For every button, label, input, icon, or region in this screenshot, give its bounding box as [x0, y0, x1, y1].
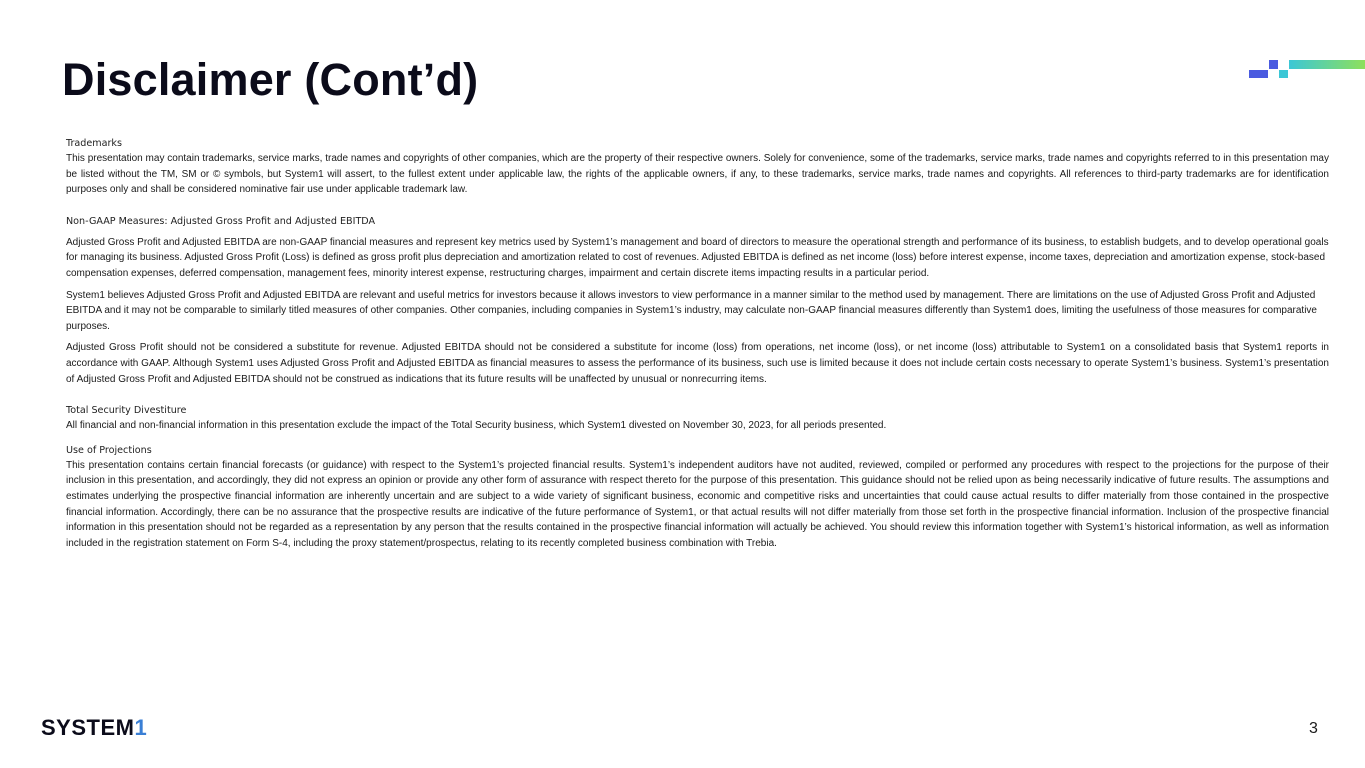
deco-square-blue-left — [1249, 70, 1268, 78]
divestiture-heading: Total Security Divestiture — [66, 405, 187, 417]
non-gaap-paragraph-1: Adjusted Gross Profit and Adjusted EBITDA are non-GAAP financial measures and represent key metrics used by System1’s management and board of directors to measure the operational strength and performance of its business, to establish budgets, and to develop operational goals for managing its business. Adjusted Gross Profit (Loss) is defined as gross profit plus depreciation and amortization related to cost of revenues. Adjusted EBITDA is defined as net income (loss) before interest expense, income taxes, depreciation and amortization expense, stock-based compensation expenses, deferred compensation, management fees, minority interest expense, restructuring charges, impairment and certain discrete items impacting results in a particular period. — [66, 236, 1329, 279]
deco-square-blue-top — [1269, 60, 1278, 69]
non-gaap-paragraph-3: Adjusted Gross Profit should not be considered a substitute for revenue. Adjusted EBITDA should not be considered a substitute for income (loss) from operations, net income (loss), or net income (loss) attributable to System1 on a consolidated basis that System1 reports in accordance with GAAP. Although System1 uses Adjusted Gross Profit and Adjusted EBITDA as financial measures to assess the performance of its business, such use is limited because it does not include certain costs necessary to operate System1’s business. System1’s presentation of Adjusted Gross Profit and Adjusted EBITDA should not be construed as indications that its future results will be unaffected by unusual or nonrecurring items. — [66, 342, 1329, 385]
trademarks-text: This presentation may contain trademarks, service marks, trade names and copyrights of other companies, which are the property of their respective owners. Solely for convenience, some of the trademarks, service marks, trade names and copyrights referred to in this presentation may be listed without the TM, SM or © symbols, but System1 will assert, to the fullest extent under applicable law, the rights of the applicable owners, if any, to these trademarks, service marks, trade names and copyrights. All references to third-party trademarks are for identification purposes only and shall be considered nominative fair use under applicable trademark law. — [66, 153, 1329, 196]
logo-text: SYSTEM — [41, 715, 135, 740]
trademarks-heading: Trademarks — [66, 138, 122, 149]
non-gaap-paragraph-2: System1 believes Adjusted Gross Profit and Adjusted EBITDA are relevant and useful metrics for investors because it allows investors to view performance in a manner similar to the method used by management. There are limitations on the use of Adjusted Gross Profit and Adjusted EBITDA and it may not be comparable to similarly titled measures of other companies. Other companies, including companies in System1’s industry, may calculate non-GAAP financial measures differently than System1 does, limiting the usefulness of those measures for comparative purposes. — [66, 289, 1317, 332]
non-gaap-heading: Non-GAAP Measures: Adjusted Gross Profit and Adjusted EBITDA — [66, 215, 376, 227]
page-title: Disclaimer (Cont’d) — [62, 54, 479, 105]
deco-square-teal — [1279, 70, 1288, 78]
logo-accent: 1 — [134, 715, 148, 740]
company-logo — [41, 715, 147, 741]
deco-gradient-bar — [1289, 60, 1365, 69]
divestiture-text: All financial and non-financial information in this presentation exclude the impact of the Total Security business, which System1 divested on November 30, 2023, for all periods presented. — [66, 420, 887, 432]
projections-text: This presentation contains certain financial forecasts (or guidance) with respect to the System1’s projected financial results. System1’s independent auditors have not audited, reviewed, compiled or performed any procedures with respect to the projections for the purpose of their inclusion in this presentation, and accordingly, they did not express an opinion or provide any other form of assurance with respect thereto for the purpose of this presentation. This guidance should not be relied upon as being necessarily indicative of future results. The assumptions and estimates underlying the prospective financial information are inherently uncertain and are subject to a wide variety of significant business, economic and competitive risks and uncertainties that could cause actual results to differ materially from those contained in the prospective financial information. Accordingly, there can be no assurance that the prospective results are indicative of the future performance of System1, or that actual results will not differ materially from those set forth in the prospective financial information. Inclusion of the prospective financial information in this presentation should not be regarded as a representation by any person that the results contained in the prospective financial information will actually be achieved. You should review this information together with System1’s historical information, as well as information included in the registration statement on Form S-4, including the proxy statement/prospectus, relating to its recently completed business combination with Trebia. — [66, 459, 1329, 549]
page-number: 3 — [1309, 720, 1318, 737]
decorative-squares-graphic — [1248, 60, 1365, 80]
projections-heading: Use of Projections — [66, 444, 152, 456]
disclaimer-content — [66, 136, 1329, 551]
